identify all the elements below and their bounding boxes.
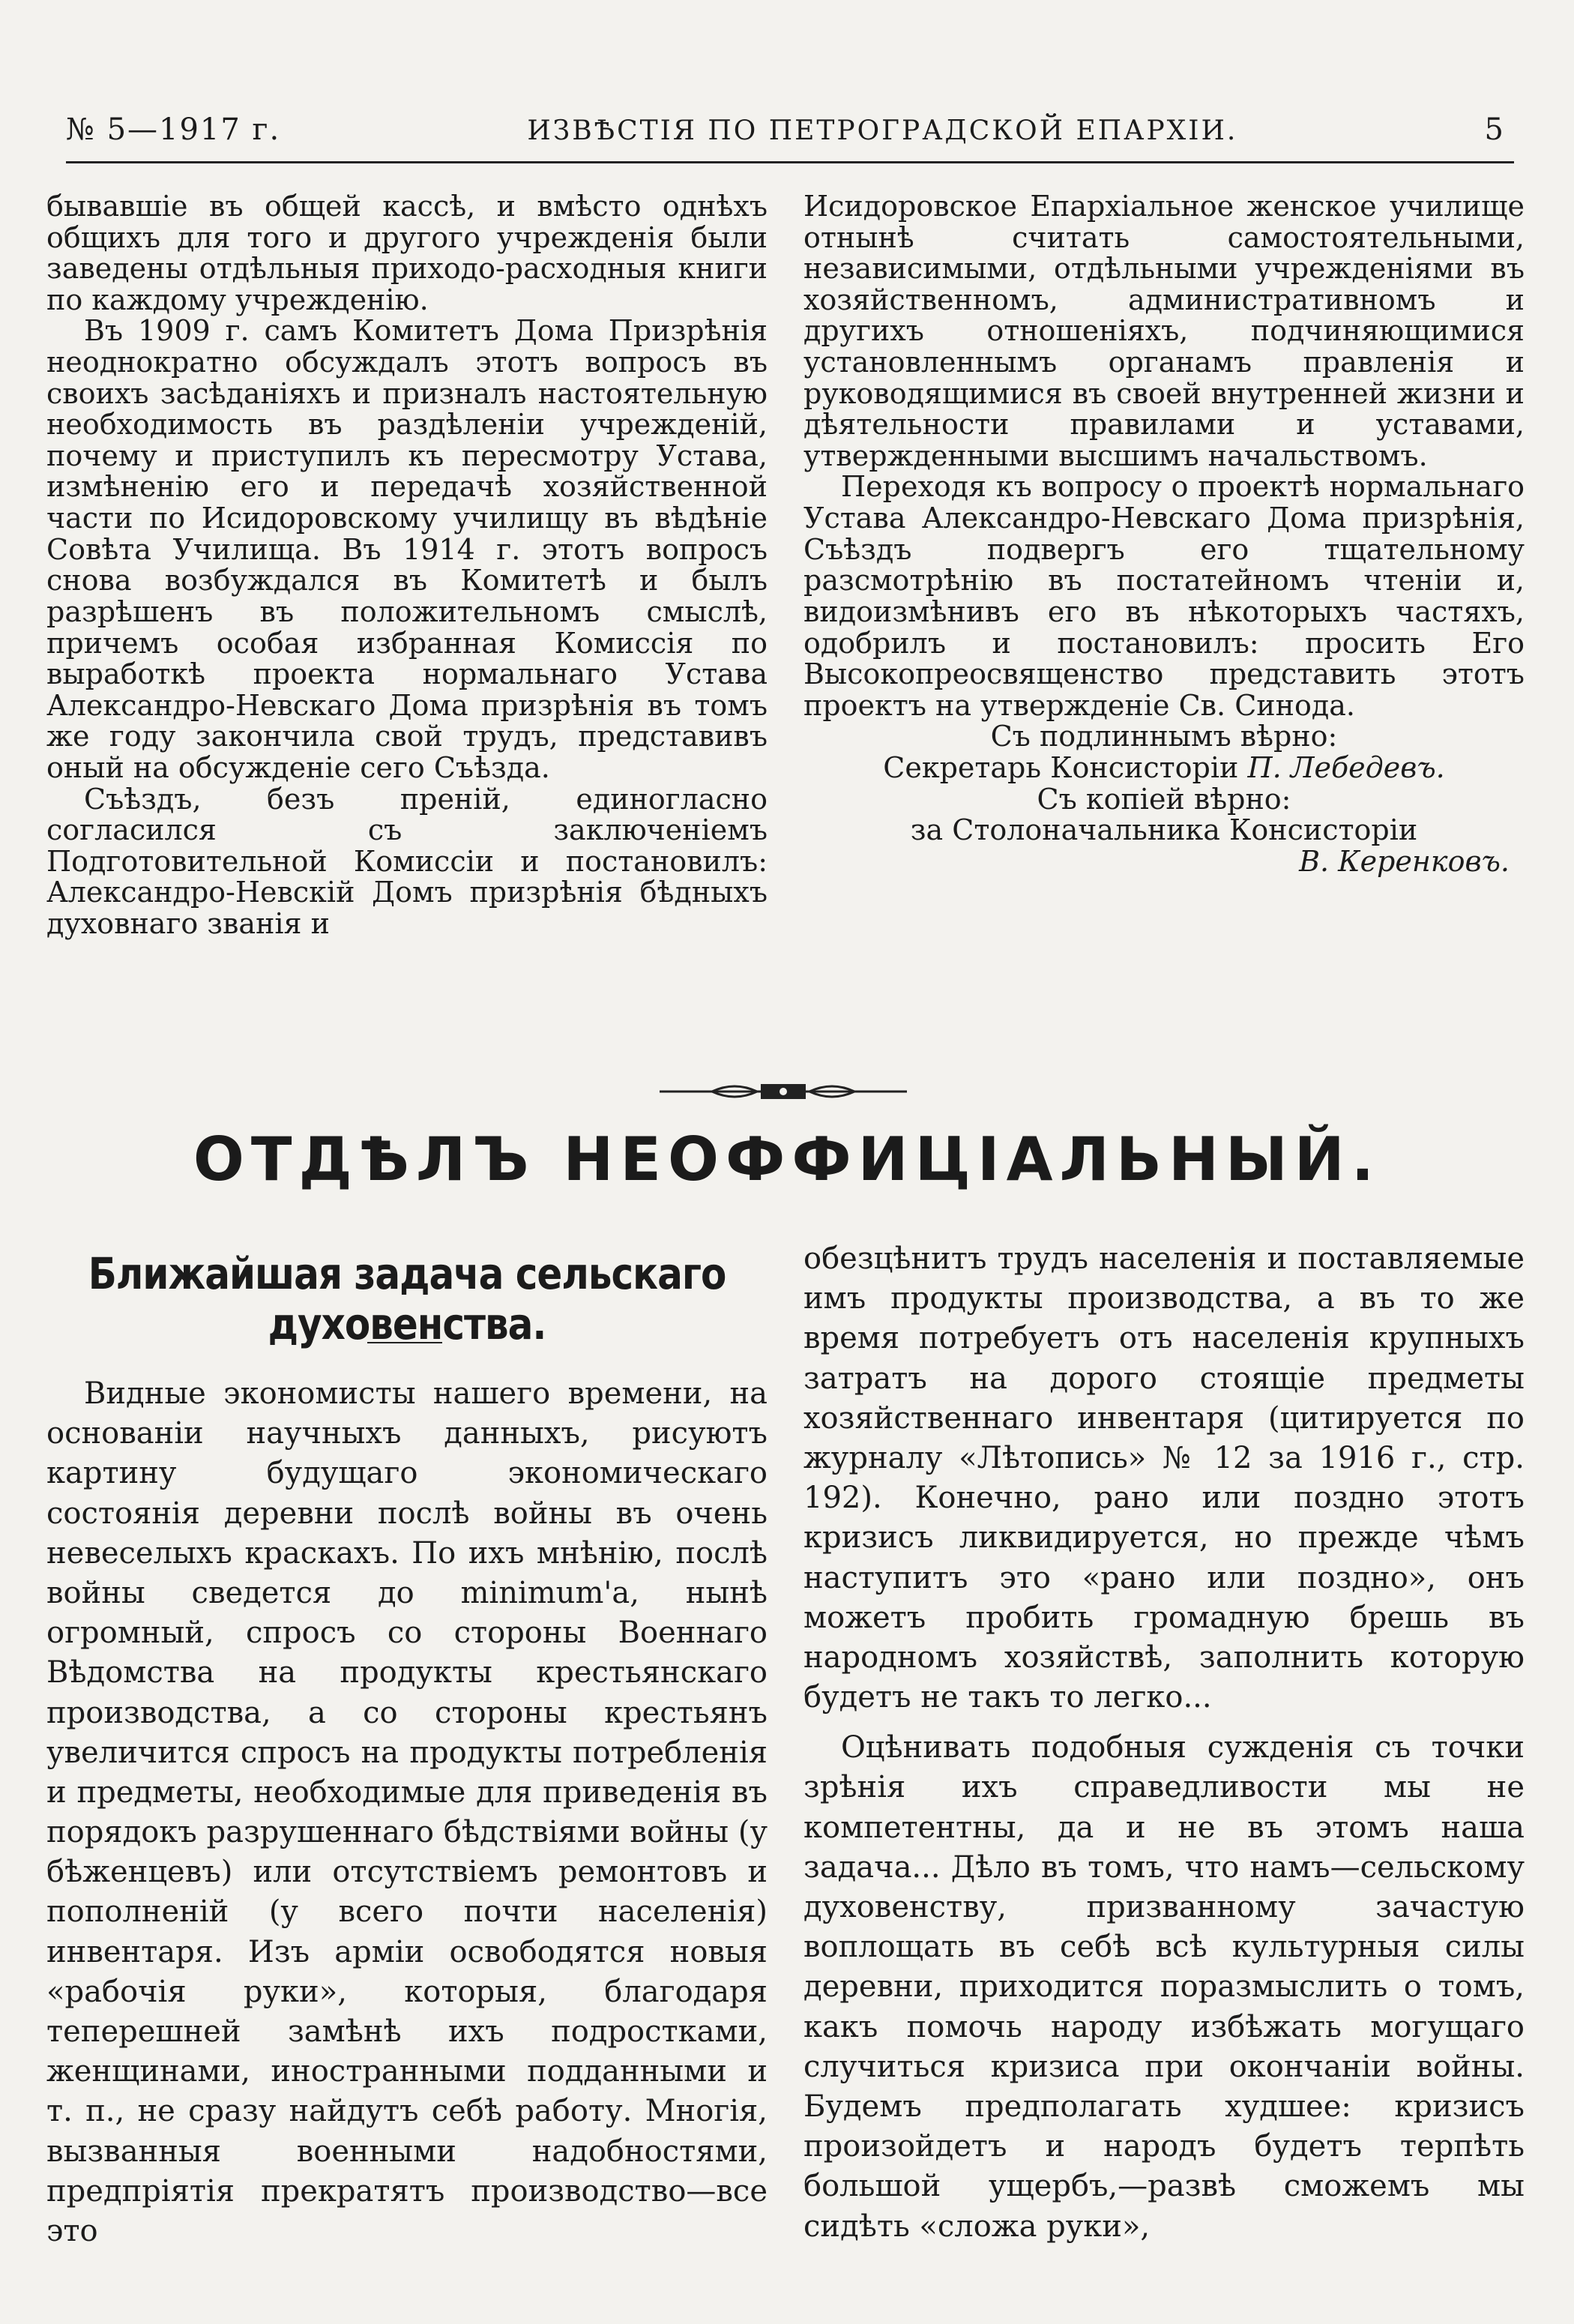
header-rule bbox=[66, 161, 1514, 163]
issue-number: № 5—1917 г. bbox=[66, 112, 281, 147]
secretary-name: П. Лебедевъ. bbox=[1247, 750, 1445, 784]
article-right-column bbox=[803, 1239, 1525, 2247]
ornament-divider bbox=[660, 1078, 907, 1105]
title-rule bbox=[367, 1342, 442, 1343]
secretary-title: Секретарь Консисторіи bbox=[883, 750, 1248, 784]
certification-line: Съ подлиннымъ вѣрно: bbox=[990, 720, 1338, 753]
paragraph: Видные экономисты нашего времени, на основаніи научныхъ данныхъ, рисуютъ картину будущаго экономическаго состоянія деревни послѣ войны въ очень невеселыхъ краскахъ. По ихъ мнѣнію, послѣ войны сведется до minimum'а, нынѣ огромный, спросъ со стороны Военнаго Вѣдомства на продукты крестьянскаго производства, а со стороны крестьянъ увеличится спросъ на продукты потребленія и предметы, необходимые для приведенія въ порядокъ разрушеннаго бѣдствіями войны (у бѣженцевъ) или отсутствіемъ ремонтовъ и пополненій (у всего почти населенія) инвентаря. Изъ арміи освободятся новыя «рабочія руки», которыя, благодаря теперешней замѣнѣ ихъ подростками, женщинами, иностранными подданными и т. п., не сразу найдутъ себѣ работу. Многія, вызванныя военными надобностями, предпріятія прекратятъ производство—все это bbox=[46, 1376, 768, 2248]
clerk-title: за Столоначальника Консисторіи bbox=[910, 813, 1418, 847]
paragraph: Въ 1909 г. самъ Комитетъ Дома Призрѣнія неоднократно обсуждалъ этотъ вопросъ въ своихъ засѣданіяхъ и призналъ настоятельную необходимость въ раздѣленіи учрежденій, почему и приступилъ къ пересмотру Устава, измѣненію его и передачѣ хозяйственной части по Исидоровскому училищу въ вѣдѣніе Совѣта Училища. Въ 1914 г. этотъ вопросъ снова возбуждался въ Комитетѣ и былъ разрѣшенъ въ положительномъ смыслѣ, причемъ особая избранная Комиссія по выработкѣ проекта нормальнаго Устава Александро-Невскаго Дома призрѣнія въ томъ же году закончила свой трудъ, представивъ оный на обсужденіе сего Съѣзда. bbox=[46, 314, 768, 784]
copy-certification-line: Съ копіей вѣрно: bbox=[1037, 782, 1291, 816]
paragraph: обезцѣнитъ трудъ населенія и поставляемые имъ продукты производства, а въ то же время потребуетъ отъ населенія крупныхъ затратъ на дорого стоящіе предметы хозяйственнаго инвентаря (цитируется по журналу «Лѣтопись» № 12 за 1916 г., стр. 192). Конечно, рано или поздно этотъ кризисъ ликвидируется, но прежде чѣмъ наступитъ это «рано или поздно», онъ можетъ пробить громадную брешь въ народномъ хозяйствѣ, заполнить которую будетъ не такъ то легко... bbox=[803, 1241, 1525, 1715]
page-number: 5 bbox=[1484, 112, 1505, 147]
article-title: Ближайшая задача сельскаго духовенства. bbox=[88, 1249, 726, 1349]
running-header bbox=[66, 112, 1505, 147]
paragraph: Оцѣнивать подобныя сужденія съ точки зрѣнія ихъ справедливости мы не компетентны, да и не въ этомъ наша задача... Дѣло въ томъ, что намъ—сельскому духовенству, призванному зачастую воплощать въ себѣ всѣ культурныя силы деревни, приходится поразмыслить о томъ, какъ помочь народу избѣжать могущаго случиться кризиса при окончаніи войны. Будемъ предполагать худшее: кризисъ произойдетъ и народъ будетъ терпѣть большой ущербъ,—развѣ сможемъ мы сидѣть «сложа руки», bbox=[803, 1730, 1525, 2244]
section-title: ОТДѢЛЪ НЕОФФИЦІАЛЬНЫЙ. bbox=[193, 1125, 1381, 1194]
clerk-signature bbox=[803, 846, 1525, 878]
journal-title: ИЗВѢСТІЯ ПО ПЕТРОГРАДСКОЙ ЕПАРХІИ. bbox=[527, 115, 1238, 146]
clerk-name: В. Керенковъ. bbox=[1299, 844, 1510, 878]
paragraph: Переходя къ вопросу о проектѣ нормальнаго Устава Александро-Невскаго Дома призрѣнія, Съѣздъ подвергъ его тщательному разсмотрѣнію въ постатейномъ чтеніи и, видоизмѣнивъ его въ нѣкоторыхъ частяхъ, одобрилъ и постановилъ: просить Его Высокопреосвященство представить этотъ проектъ на утвержденіе Св. Синода. bbox=[803, 470, 1525, 722]
article-left-column bbox=[46, 1374, 768, 2251]
paragraph: Исидоровское Епархіальное женское училище отнынѣ считать самостоятельными, независимыми, отдѣльными учрежденіями въ хозяйственномъ, административномъ и другихъ отношеніяхъ, подчиняющимися установленнымъ органамъ правленія и руководящимися въ своей внутренней жизни и дѣятельности правилами и уставами, утвержденными высшимъ начальствомъ. bbox=[803, 190, 1525, 472]
top-left-column bbox=[46, 191, 768, 940]
secretary-signature bbox=[803, 750, 1525, 784]
paragraph: бывавшіе въ общей кассѣ, и вмѣсто однѣхъ общихъ для того и другого учрежденія были заведены отдѣльныя приходо-расходныя книги по каждому учрежденію. bbox=[46, 190, 768, 316]
paragraph: Съѣздъ, безъ преній, единогласно согласился съ заключеніемъ Подготовительной Комиссіи и постановилъ: Александро-Невскій Домъ призрѣнія бѣдныхъ духовнаго званія и bbox=[46, 782, 768, 941]
top-right-column bbox=[803, 191, 1525, 877]
